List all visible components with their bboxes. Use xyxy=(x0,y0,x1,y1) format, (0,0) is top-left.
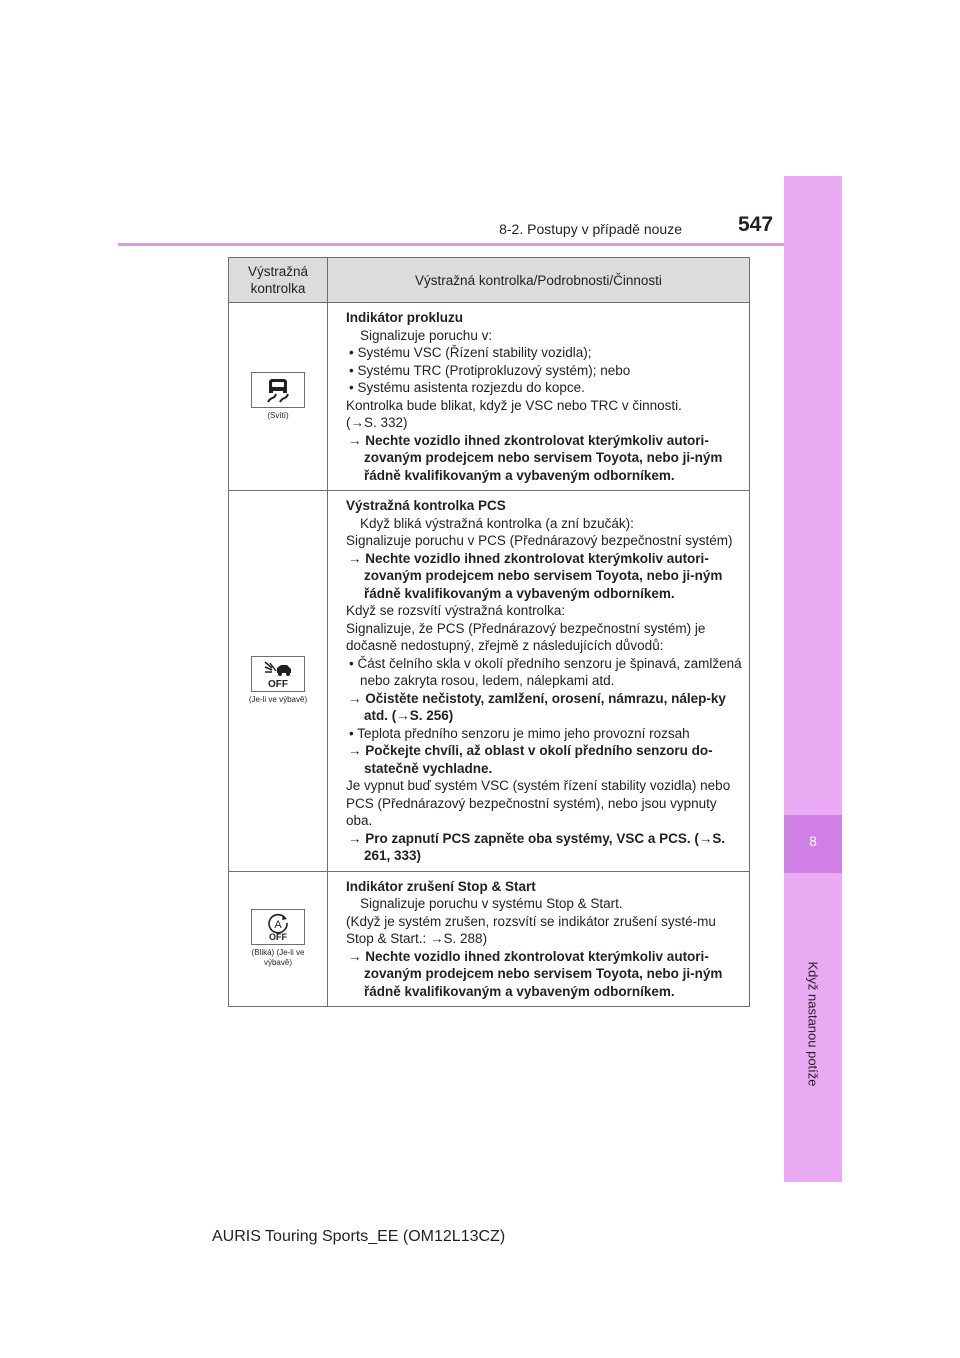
warning-lights-table xyxy=(228,257,750,1007)
page-number: 547 xyxy=(738,213,774,236)
table-row xyxy=(229,871,750,1007)
action-line: → Počkejte chvíli, až oblast v okolí předního senzoru do-statečně vychladne. xyxy=(348,743,713,776)
description-cell xyxy=(328,491,750,872)
description-line: Signalizuje, že PCS (Přednárazový bezpečnostní systém) je dočasně nedostupný, zřejmě z následujících důvodů: xyxy=(346,620,706,653)
col2-header: Výstražná kontrolka/Podrobnosti/Činnosti xyxy=(328,258,750,303)
pcs-off-warning-icon xyxy=(251,656,305,692)
svg-text:A: A xyxy=(274,919,282,932)
header-section-title: 8-2. Postupy v případě nouze xyxy=(499,221,682,237)
side-tab-number: 8 xyxy=(809,833,817,849)
description-line: Signalizuje poruchu v: xyxy=(360,327,493,343)
icon-caption: (Svítí) xyxy=(267,411,289,420)
col1-header: Výstražná kontrolka xyxy=(229,258,328,303)
action-line: → Nechte vozidlo ihned zkontrolovat kterýmkoliv autori-zovaným prodejcem nebo servisem Toyota, nebo ji-ným řádně kvalifikovaným a vybaveným odborníkem. xyxy=(348,550,723,601)
bullet-line: • Systému TRC (Protiprokluzový systém); nebo xyxy=(349,362,631,378)
description-line: Když bliká výstražná kontrolka (a zní bzučák): xyxy=(360,515,634,531)
icon-caption: (Je-li ve výbavě) xyxy=(248,695,308,705)
description-line: Signalizuje poruchu v PCS (Přednárazový bezpečnostní systém) xyxy=(346,533,733,548)
footer-model-code: AURIS Touring Sports_EE (OM12L13CZ) xyxy=(212,1228,506,1245)
bullet-line: • Systému VSC (Řízení stability vozidla); xyxy=(349,345,592,360)
stop-start-cancel-icon xyxy=(251,909,305,945)
icon-caption: (Bliká) (Je-li ve výbavě) xyxy=(251,948,305,968)
icon-cell xyxy=(229,871,328,1007)
action-line: → Nechte vozidlo ihned zkontrolovat kterýmkoliv autori-zovaným prodejcem nebo servisem Toyota, nebo ji-ným řádně kvalifikovaným a vybaveným odborníkem. xyxy=(348,948,723,999)
description-cell xyxy=(328,303,750,491)
skid-indicator-icon xyxy=(251,372,305,408)
icon-cell xyxy=(229,491,328,872)
page-reference: (→S. 332) xyxy=(346,415,408,430)
bullet-line: • Systému asistenta rozjezdu do kopce. xyxy=(349,380,585,395)
description-line: Když se rozsvítí výstražná kontrolka: xyxy=(346,603,566,618)
description-cell xyxy=(328,871,750,1007)
svg-text:OFF: OFF xyxy=(269,932,287,943)
side-tab-text: Když nastanou potíže xyxy=(805,961,821,1087)
description-line: Kontrolka bude blikat, když je VSC nebo TRC v činnosti. xyxy=(346,397,682,413)
table-row xyxy=(229,491,750,872)
description-line: Je vypnut buď systém VSC (systém řízení stability vozidla) nebo PCS (Přednárazový bezpečnostní systém), nebo jsou vypnuty oba. xyxy=(346,778,731,828)
action-line: → Nechte vozidlo ihned zkontrolovat kterýmkoliv autori-zovaným prodejcem nebo servisem Toyota, nebo ji-ným řádně kvalifikovaným a vybaveným odborníkem. xyxy=(348,432,723,483)
svg-text:OFF: OFF xyxy=(268,679,288,690)
description-line: Signalizuje poruchu v systému Stop & Start. xyxy=(360,896,623,911)
bullet-line: • Teplota předního senzoru je mimo jeho provozní rozsah xyxy=(349,725,690,741)
action-line: → Očistěte nečistoty, zamlžení, orosení, námrazu, nálep-ky atd. (→S. 256) xyxy=(348,690,726,723)
row-title: Výstražná kontrolka PCS xyxy=(346,498,506,513)
table-row xyxy=(229,303,750,491)
description-line: (Když je systém zrušen, rozsvítí se indikátor zrušení systé-mu Stop & Start.: →S. 288) xyxy=(346,913,716,946)
icon-cell xyxy=(229,303,328,491)
header-rule xyxy=(118,243,786,246)
table-header-row xyxy=(229,258,750,303)
action-line: → Pro zapnutí PCS zapněte oba systémy, VSC a PCS. (→S. 261, 333) xyxy=(348,830,726,863)
bullet-line: • Část čelního skla v okolí předního senzoru je špinavá, zamlžená nebo zakryta rosou, ledem, nálepkami atd. xyxy=(349,655,742,688)
row-title: Indikátor prokluzu xyxy=(346,310,464,325)
row-title: Indikátor zrušení Stop & Start xyxy=(346,878,536,894)
